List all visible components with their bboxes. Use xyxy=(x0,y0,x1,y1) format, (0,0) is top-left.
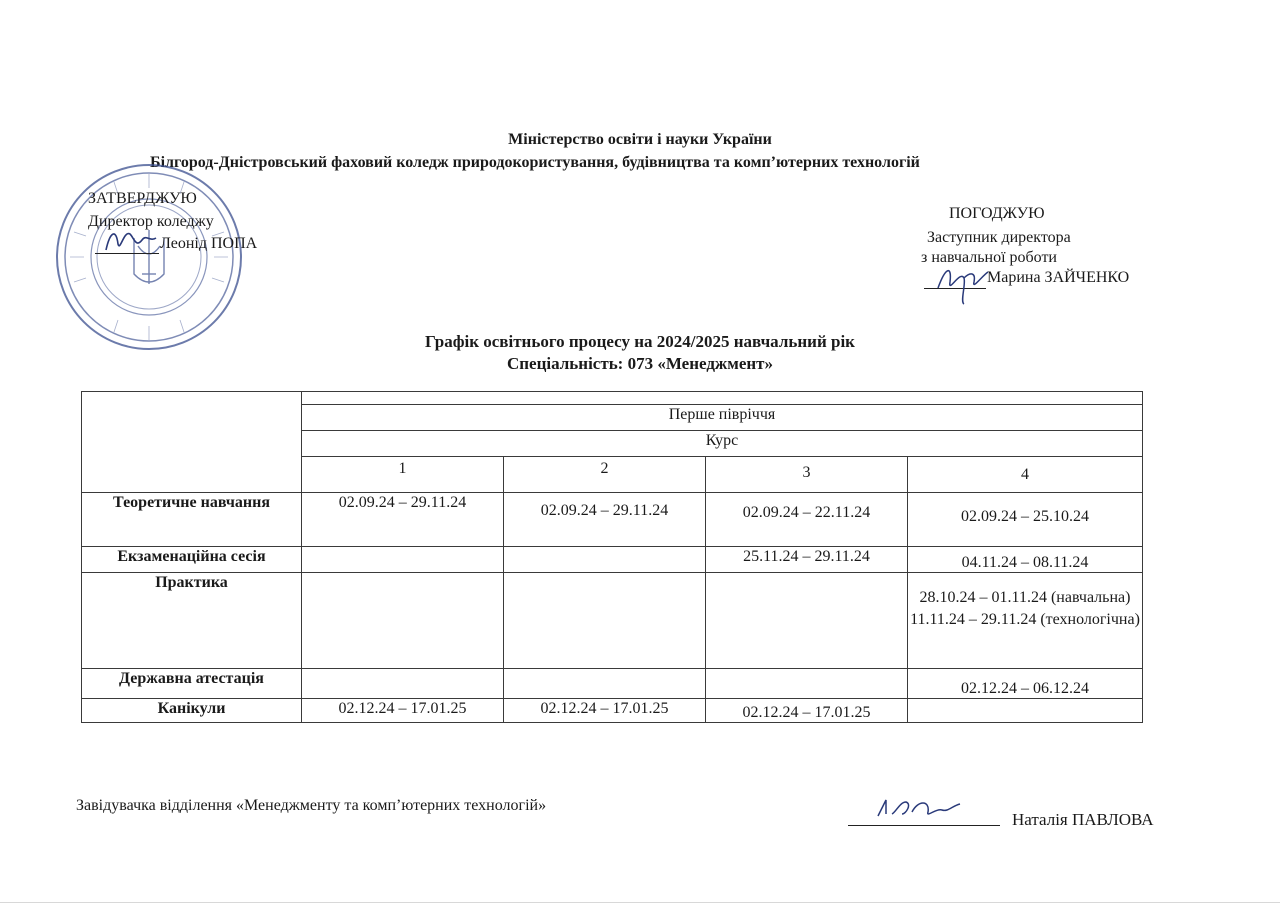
agreement-name: Марина ЗАЙЧЕНКО xyxy=(987,269,1130,286)
agreement-position-1: Заступник директора xyxy=(927,229,1071,246)
cell-practice-1 xyxy=(302,573,504,669)
cell-attestation-3 xyxy=(706,669,908,699)
cell-theory-1: 02.09.24 – 29.11.24 xyxy=(302,493,504,547)
cell-exam-2 xyxy=(504,547,706,573)
table-row-exam xyxy=(82,547,1143,573)
agreement-agree: ПОГОДЖУЮ xyxy=(949,205,1045,222)
agreement-position-2: з навчальної роботи xyxy=(921,249,1057,266)
row-label-holidays: Канікули xyxy=(82,699,302,723)
scan-edge xyxy=(0,902,1280,903)
cell-holidays-3: 02.12.24 – 17.01.25 xyxy=(706,699,908,723)
table-top-cell xyxy=(302,392,1143,405)
table-row-theory xyxy=(82,493,1143,547)
schedule-table xyxy=(81,391,1143,723)
specialty-title: Спеціальність: 073 «Менеджмент» xyxy=(506,354,774,373)
course-header-3: 3 xyxy=(706,457,908,493)
approval-name: Леонід ПОПА xyxy=(160,235,258,252)
row-label-practice: Практика xyxy=(82,573,302,669)
table-row-attestation xyxy=(82,669,1143,699)
cell-holidays-4 xyxy=(908,699,1143,723)
cell-practice-4: 28.10.24 – 01.11.24 (навчальна) 11.11.24 – 29.11.24 (технологічна) xyxy=(908,573,1143,669)
cell-exam-1 xyxy=(302,547,504,573)
row-label-theory: Теоретичне навчання xyxy=(82,493,302,547)
cell-practice-2 xyxy=(504,573,706,669)
table-row-practice xyxy=(82,573,1143,669)
table-row-holidays xyxy=(82,699,1143,723)
cell-theory-3: 02.09.24 – 22.11.24 xyxy=(706,493,908,547)
department-head-title: Завідувачка відділення «Менеджменту та комп’ютерних технологій» xyxy=(76,797,547,814)
cell-attestation-2 xyxy=(504,669,706,699)
row-label-attestation: Державна атестація xyxy=(82,669,302,699)
cell-exam-3: 25.11.24 – 29.11.24 xyxy=(706,547,908,573)
cell-holidays-2: 02.12.24 – 17.01.25 xyxy=(504,699,706,723)
department-head-name: Наталія ПАВЛОВА xyxy=(1012,810,1154,829)
cell-theory-4: 02.09.24 – 25.10.24 xyxy=(908,493,1143,547)
table-top-row xyxy=(82,392,1143,405)
ministry-title: Міністерство освіти і науки України xyxy=(508,131,772,148)
head-signature-icon xyxy=(872,792,964,824)
course-header-2: 2 xyxy=(504,457,706,493)
approval-position: Директор коледжу xyxy=(88,213,214,230)
college-title: Білгород-Дністровський фаховий коледж природокористування, будівництва та комп’ютерних технологій xyxy=(150,154,920,171)
approval-approve: ЗАТВЕРДЖУЮ xyxy=(88,190,197,207)
footer-signature-line xyxy=(848,825,1000,826)
course-label-header: Курс xyxy=(302,431,1143,457)
cell-practice-3 xyxy=(706,573,908,669)
director-signature-icon xyxy=(100,222,160,258)
course-header-4: 4 xyxy=(908,457,1143,493)
deputy-signature-icon xyxy=(930,258,992,308)
schedule-title: Графік освітнього процесу на 2024/2025 навчальний рік xyxy=(425,332,855,351)
cell-holidays-1: 02.12.24 – 17.01.25 xyxy=(302,699,504,723)
semester-header: Перше півріччя xyxy=(302,405,1143,431)
cell-theory-2: 02.09.24 – 29.11.24 xyxy=(504,493,706,547)
row-label-exam: Екзаменаційна сесія xyxy=(82,547,302,573)
table-corner-cell xyxy=(82,392,302,493)
cell-attestation-4: 02.12.24 – 06.12.24 xyxy=(908,669,1143,699)
course-header-1: 1 xyxy=(302,457,504,493)
cell-attestation-1 xyxy=(302,669,504,699)
cell-exam-4: 04.11.24 – 08.11.24 xyxy=(908,547,1143,573)
